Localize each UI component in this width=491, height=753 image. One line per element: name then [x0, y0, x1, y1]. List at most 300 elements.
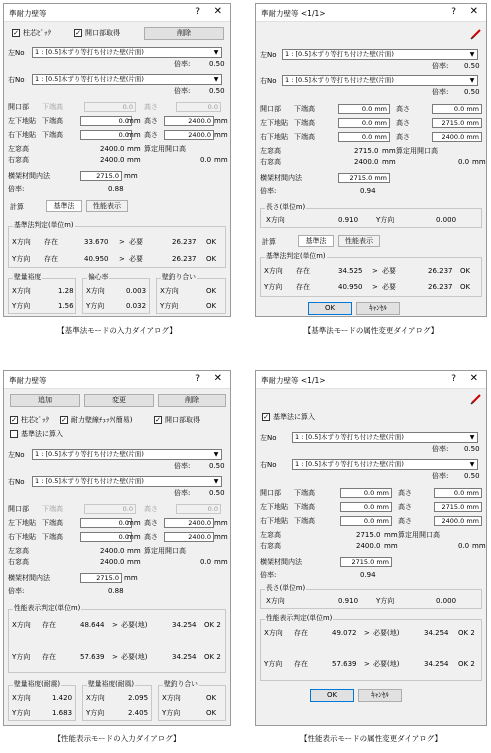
- santei-label: 算定用開口高: [144, 145, 186, 153]
- chevron-down-icon: ▼: [213, 478, 219, 485]
- keisan-label: 計算: [262, 238, 276, 246]
- yudo-group: 壁量裕度: [8, 278, 76, 314]
- tab-seino[interactable]: 性能表示: [338, 235, 380, 247]
- kaiko-label: 開口部: [260, 105, 281, 113]
- right-bairitsu-label: 倍率:: [174, 489, 191, 497]
- seino-group: 性能表示判定(単位m): [260, 619, 482, 681]
- yokonai-input[interactable]: 2715.0: [80, 171, 122, 181]
- row-y-ok: OK 2: [458, 660, 475, 668]
- bairitsu2-value: 0.88: [108, 185, 124, 193]
- kijun-checkbox[interactable]: ✓: [263, 413, 269, 421]
- kaiko-kabeta-label: 下端高: [294, 489, 315, 497]
- row-x-dir: X方向: [12, 621, 31, 629]
- mm-label: mm: [214, 519, 228, 527]
- group-title: 基準法判定(単位m): [14, 221, 74, 229]
- row-x-value: 34.525: [338, 267, 363, 275]
- left-no-label: 左No: [8, 49, 25, 57]
- right-wall-select[interactable]: 1 : [0.5]木ずり等打ち付けた壁(片面) ▼: [292, 459, 478, 470]
- taifu-y-value: 2.405: [128, 709, 149, 717]
- tsuriai-y-value: OK: [206, 709, 217, 717]
- sashita-takasa-input[interactable]: 2715.0 mm: [432, 118, 482, 128]
- row-x-gt: >: [364, 629, 370, 637]
- yudo-x-label: X方向: [12, 287, 31, 295]
- tsuriai-y-label: Y方向: [160, 302, 179, 310]
- left-no-label: 左No: [260, 434, 277, 442]
- yudo-y-value: 1.683: [52, 709, 73, 717]
- row-x-need-value: 34.254: [424, 629, 449, 637]
- right-no-label: 右No: [260, 461, 277, 469]
- ushita-kabeta-input[interactable]: 0.0: [80, 130, 132, 140]
- u-mado-label: 右窓高: [8, 156, 29, 164]
- left-bairitsu-label: 倍率:: [174, 462, 191, 470]
- mm-label: mm: [127, 117, 141, 125]
- row-x-gt: >: [112, 621, 118, 629]
- dialog-seino-attr: [255, 370, 487, 726]
- hashira-label: 柱芯ﾋﾟｯｸ: [23, 29, 51, 37]
- left-bairitsu-label: 倍率:: [432, 445, 449, 453]
- dialog-seino-input: [3, 370, 231, 726]
- row-y-gt: >: [112, 653, 118, 661]
- row-x-gt: >: [372, 267, 378, 275]
- kaiko-kabeta-input[interactable]: 0.0 mm: [340, 488, 392, 498]
- mm-label: mm: [214, 558, 228, 566]
- santei-value: 0.0: [200, 558, 212, 566]
- ushita-takasa-input[interactable]: 2400.0: [164, 130, 214, 140]
- u-mado-value: 2400.0: [354, 158, 379, 166]
- yudo-taishin-group: 壁量裕度(耐震): [8, 685, 76, 721]
- sashita-kabeta-input[interactable]: 0.0 mm: [338, 118, 390, 128]
- yokonai-label: 横架材間内法: [260, 558, 302, 566]
- row-x-hitsuyo: 必要(地): [373, 629, 400, 637]
- chevron-down-icon: ▼: [213, 451, 219, 458]
- ok-button[interactable]: OK: [308, 302, 352, 315]
- row-x-ok: OK 2: [458, 629, 475, 637]
- kaiko-label: 開口部取得: [165, 416, 200, 424]
- tsuriai-y-label: Y方向: [162, 709, 181, 717]
- left-wall-select[interactable]: 1 : [0.5]木ずり等打ち付けた壁(片面) ▼: [282, 49, 478, 60]
- mm-label: mm: [214, 117, 228, 125]
- ok-button[interactable]: OK: [310, 689, 354, 702]
- row-y-value: 57.639: [80, 653, 105, 661]
- left-no-label: 左No: [260, 51, 277, 59]
- row-x-dir: X方向: [264, 267, 283, 275]
- yokonai-label: 横架材間内法: [8, 574, 50, 582]
- ushita-kabeta-label: 下端高: [42, 533, 63, 541]
- yudo-y-label: Y方向: [12, 302, 31, 310]
- row-y-need-value: 26.237: [428, 283, 453, 291]
- tab-kijun[interactable]: 基準法: [46, 200, 82, 212]
- kaiko-takasa-input[interactable]: 0.0 mm: [432, 104, 482, 114]
- kijun-checkbox[interactable]: [10, 430, 18, 438]
- tsuriai-y-value: OK: [206, 302, 217, 310]
- mm-label: mm: [472, 542, 486, 550]
- kaiko-kabeta-label: 下端高: [42, 103, 63, 111]
- ushita-takasa-label: 高さ: [396, 133, 410, 141]
- kijun-label: 基準法に算入: [21, 430, 63, 438]
- row-y-hitsuyo: 必要(地): [373, 660, 400, 668]
- row-x-value: 48.644: [80, 621, 105, 629]
- kaiko-kabeta-label: 下端高: [42, 505, 63, 513]
- delete-button[interactable]: 削除: [158, 394, 226, 407]
- row-y-value: 57.639: [332, 660, 357, 668]
- caption-2: 【基準法モードの属性変更ダイアログ】: [303, 326, 439, 335]
- kaiko-checkbox[interactable]: ✓: [155, 416, 161, 424]
- sashita-takasa-label: 高さ: [144, 117, 158, 125]
- change-button[interactable]: 変更: [84, 394, 154, 407]
- mm-label: mm: [127, 131, 141, 139]
- mm-label: mm: [384, 531, 398, 539]
- title-bar: [4, 4, 230, 22]
- tsuriai-group: 壁釣り合い: [156, 278, 226, 314]
- help-button[interactable]: ?: [451, 374, 456, 384]
- ushita-kabeta-label: 下端高: [294, 517, 315, 525]
- title-bar: [256, 371, 486, 389]
- santei-value: 0.0: [200, 156, 212, 164]
- tsuriai-x-value: OK: [206, 694, 217, 702]
- cancel-button[interactable]: ｷｬﾝｾﾙ: [358, 689, 402, 702]
- yudo-y-value: 1.56: [58, 302, 74, 310]
- row-x-value: 33.670: [84, 238, 109, 246]
- row-y-sonzai: 存在: [294, 660, 308, 668]
- sashita-label: 左下地貼: [260, 119, 288, 127]
- row-y-ok: OK: [460, 283, 471, 291]
- kaiko-kabeta-input[interactable]: 0.0: [84, 504, 136, 514]
- help-button[interactable]: ?: [195, 374, 200, 384]
- nagasa-y-value: 0.000: [436, 597, 457, 605]
- mm-label: mm: [384, 542, 398, 550]
- ushita-takasa-input[interactable]: 2400.0 mm: [432, 132, 482, 142]
- nagasa-y-label: Y方向: [376, 216, 395, 224]
- kijun-group: 基準法判定(単位m): [260, 257, 482, 297]
- left-bairitsu-value: 0.50: [464, 62, 480, 70]
- yudo-x-label: X方向: [12, 694, 31, 702]
- nagasa-x-label: X方向: [266, 216, 285, 224]
- kaiko-kabeta-input[interactable]: 0.0: [84, 102, 136, 112]
- delete-button[interactable]: 削除: [144, 27, 224, 40]
- row-x-sonzai: 存在: [296, 267, 310, 275]
- mm-label: mm: [382, 147, 396, 155]
- ushita-kabeta-input[interactable]: 0.0 mm: [340, 516, 392, 526]
- mm-label: mm: [214, 156, 228, 164]
- u-mado-label: 右窓高: [8, 558, 29, 566]
- row-x-hitsuyo: 必要(地): [121, 621, 148, 629]
- henshin-y-value: 0.032: [126, 302, 147, 310]
- right-wall-select[interactable]: 1 : [0.5]木ずり等打ち付けた壁(片面) ▼: [32, 74, 222, 85]
- sashita-takasa-label: 高さ: [396, 119, 410, 127]
- mm-label: mm: [382, 158, 396, 166]
- kaiko-label: 開口部: [260, 489, 281, 497]
- henshin-group: 偏心率: [82, 278, 150, 314]
- kaiko-takasa-input[interactable]: 0.0: [176, 102, 221, 112]
- sashita-kabeta-input[interactable]: 0.0 mm: [340, 502, 392, 512]
- tsuriai-x-label: X方向: [160, 287, 179, 295]
- dialog-kijun-input: [3, 3, 231, 317]
- sa-mado-value: 2715.0: [354, 147, 379, 155]
- row-y-ok: OK 2: [204, 653, 221, 661]
- kijun-label: 基準法に算入: [273, 413, 315, 421]
- sa-mado-label: 左窓高: [260, 531, 281, 539]
- santei-value: 0.0: [458, 542, 470, 550]
- ushita-takasa-input[interactable]: 2400.0 mm: [434, 516, 482, 526]
- sa-mado-label: 左窓高: [260, 147, 281, 155]
- u-mado-value: 2400.0: [100, 156, 125, 164]
- taiko-checkbox[interactable]: ✓: [61, 416, 67, 424]
- ushita-takasa-label: 高さ: [144, 533, 158, 541]
- add-button[interactable]: 追加: [10, 394, 80, 407]
- right-bairitsu-value: 0.50: [464, 88, 480, 96]
- sashita-kabeta-input[interactable]: 0.0: [80, 518, 132, 528]
- nagasa-x-value: 0.910: [338, 597, 359, 605]
- left-no-label: 左No: [8, 451, 25, 459]
- yudo-taifu-group: 壁量裕度(耐風): [82, 685, 152, 721]
- kaiko-row-label: 開口部: [8, 505, 29, 513]
- taifu-x-label: X方向: [86, 694, 105, 702]
- taiko-label: 耐力壁線ﾁｪｯｸ(簡易): [71, 416, 133, 424]
- nagasa-group: 長さ(単位m): [260, 208, 482, 228]
- row-x-ok: OK: [460, 267, 471, 275]
- close-button[interactable]: ✕: [213, 6, 222, 17]
- help-button[interactable]: ?: [195, 7, 200, 17]
- yokonai-label: 横架材間内法: [8, 172, 50, 180]
- nagasa-y-value: 0.000: [436, 216, 457, 224]
- dialog-kijun-attr: [255, 3, 487, 317]
- sashita-takasa-input[interactable]: 2400.0: [164, 518, 214, 528]
- santei-label: 算定用開口高: [396, 147, 438, 155]
- mm-label: mm: [127, 156, 141, 164]
- row-y-sonzai: 存在: [296, 283, 310, 291]
- row-y-ok: OK: [206, 255, 217, 263]
- tsuriai-x-label: X方向: [162, 694, 181, 702]
- bairitsu2-label: 倍率:: [8, 185, 25, 193]
- row-y-gt: >: [119, 255, 125, 263]
- close-button[interactable]: ✕: [213, 373, 222, 384]
- right-no-label: 右No: [8, 76, 25, 84]
- mm-label: mm: [127, 547, 141, 555]
- right-bairitsu-label: 倍率:: [432, 472, 449, 480]
- row-y-sonzai: 存在: [42, 653, 56, 661]
- row-x-dir: X方向: [12, 238, 31, 246]
- title-bar: [256, 4, 486, 22]
- kaiko-kabeta-label: 下端高: [294, 105, 315, 113]
- close-button[interactable]: ✕: [469, 373, 478, 384]
- taifu-x-value: 2.095: [128, 694, 149, 702]
- sashita-label: 左下地貼: [260, 503, 288, 511]
- pencil-icon[interactable]: [470, 28, 482, 40]
- right-bairitsu-value: 0.50: [209, 489, 225, 497]
- ushita-kabeta-label: 下端高: [294, 133, 315, 141]
- ushita-kabeta-label: 下端高: [42, 131, 63, 139]
- henshin-x-value: 0.003: [126, 287, 147, 295]
- henshin-x-label: X方向: [86, 287, 105, 295]
- u-mado-value: 2400.0: [356, 542, 381, 550]
- bairitsu2-value: 0.94: [360, 187, 376, 195]
- row-y-hitsuyo: 必要: [382, 283, 396, 291]
- henshin-y-label: Y方向: [86, 302, 105, 310]
- mm-label: mm: [214, 533, 228, 541]
- santei-label: 算定用開口高: [144, 547, 186, 555]
- chevron-down-icon: ▼: [469, 51, 475, 58]
- nagasa-x-value: 0.910: [338, 216, 359, 224]
- bairitsu2-label: 倍率:: [260, 187, 277, 195]
- cancel-button[interactable]: ｷｬﾝｾﾙ: [356, 302, 400, 315]
- right-wall-select[interactable]: 1 : [0.5]木ずり等打ち付けた壁(片面) ▼: [32, 476, 222, 487]
- sashita-takasa-input[interactable]: 2715.0 mm: [434, 502, 482, 512]
- ushita-kabeta-input[interactable]: 0.0 mm: [338, 132, 390, 142]
- ushita-label: 右下地貼: [8, 131, 36, 139]
- kaiko-kabeta-input[interactable]: 0.0 mm: [338, 104, 390, 114]
- bairitsu2-value: 0.88: [108, 587, 124, 595]
- u-mado-value: 2400.0: [100, 558, 125, 566]
- ushita-label: 右下地貼: [260, 517, 288, 525]
- row-x-ok: OK: [206, 238, 217, 246]
- bairitsu2-label: 倍率:: [8, 587, 25, 595]
- mm-label: mm: [124, 574, 138, 582]
- row-y-need-value: 34.254: [424, 660, 449, 668]
- kaiko-takasa-label: 高さ: [144, 505, 158, 513]
- sashita-kabeta-label: 下端高: [294, 119, 315, 127]
- seino-group: 性能表示判定(単位m): [8, 609, 226, 673]
- right-bairitsu-label: 倍率:: [432, 88, 449, 96]
- row-x-sonzai: 存在: [294, 629, 308, 637]
- close-button[interactable]: ✕: [469, 6, 478, 17]
- left-wall-select[interactable]: 1 : [0.5]木ずり等打ち付けた壁(片面) ▼: [32, 47, 222, 58]
- row-y-dir: Y方向: [12, 653, 31, 661]
- help-button[interactable]: ?: [451, 7, 456, 17]
- right-bairitsu-value: 0.50: [209, 87, 225, 95]
- row-y-need-value: 34.254: [172, 653, 197, 661]
- sa-mado-label: 左窓高: [8, 145, 29, 153]
- ushita-label: 右下地貼: [260, 133, 288, 141]
- tab-seino[interactable]: 性能表示: [86, 200, 128, 212]
- ushita-label: 右下地貼: [8, 533, 36, 541]
- row-x-dir: X方向: [264, 629, 283, 637]
- dialog-title: 準耐力壁等: [9, 376, 47, 385]
- bairitsu2-value: 0.94: [360, 571, 376, 579]
- sashita-kabeta-input[interactable]: 0.0: [80, 116, 132, 126]
- dialog-title: 準耐力壁等: [9, 9, 47, 18]
- caption-4: 【性能表示モードの属性変更ダイアログ】: [299, 734, 443, 743]
- row-x-sonzai: 存在: [44, 238, 58, 246]
- sa-mado-label: 左窓高: [8, 547, 29, 555]
- right-bairitsu-label: 倍率:: [174, 87, 191, 95]
- row-x-gt: >: [119, 238, 125, 246]
- kaiko-label: 開口部: [8, 103, 29, 111]
- nagasa-y-label: Y方向: [376, 597, 395, 605]
- sa-mado-value: 2715.0: [356, 531, 381, 539]
- sashita-takasa-input[interactable]: 2400.0: [164, 116, 214, 126]
- chevron-down-icon: ▼: [213, 76, 219, 83]
- ushita-kabeta-input[interactable]: 0.0: [80, 532, 132, 542]
- row-x-need-value: 34.254: [172, 621, 197, 629]
- mm-label: mm: [214, 131, 228, 139]
- right-wall-select[interactable]: 1 : [0.5]木ずり等打ち付けた壁(片面) ▼: [282, 75, 478, 86]
- nagasa-x-label: X方向: [266, 597, 285, 605]
- row-y-dir: Y方向: [12, 255, 31, 263]
- row-y-dir: Y方向: [264, 283, 283, 291]
- tsuriai-group: 壁釣り合い: [158, 685, 226, 721]
- row-y-value: 40.950: [84, 255, 109, 263]
- chevron-down-icon: ▼: [469, 77, 475, 84]
- row-y-gt: >: [372, 283, 378, 291]
- mm-label: mm: [127, 558, 141, 566]
- right-no-label: 右No: [8, 478, 25, 486]
- yokonai-input[interactable]: 2715.0 mm: [340, 557, 392, 567]
- yudo-y-label: Y方向: [12, 709, 31, 717]
- santei-value: 0.0: [458, 158, 470, 166]
- santei-label: 算定用開口高: [398, 531, 440, 539]
- right-no-label: 右No: [260, 77, 277, 85]
- yudo-x-value: 1.420: [52, 694, 73, 702]
- tab-kijun[interactable]: 基準法: [298, 235, 334, 247]
- ushita-takasa-input[interactable]: 2400.0: [164, 532, 214, 542]
- row-x-need-value: 26.237: [172, 238, 197, 246]
- row-y-gt: >: [364, 660, 370, 668]
- row-y-value: 40.950: [338, 283, 363, 291]
- sashita-label: 左下地貼: [8, 519, 36, 527]
- u-mado-label: 右窓高: [260, 158, 281, 166]
- nagasa-group: 長さ(単位m): [260, 589, 482, 609]
- caption-3: 【性能表示モードの入力ダイアログ】: [53, 734, 181, 743]
- kaiko-checkbox[interactable]: ✓: [75, 29, 81, 37]
- left-bairitsu-label: 倍率:: [174, 60, 191, 68]
- caption-1: 【基準法モードの入力ダイアログ】: [57, 326, 177, 335]
- chevron-down-icon: ▼: [469, 461, 475, 468]
- left-bairitsu-value: 0.50: [209, 462, 225, 470]
- yokonai-label: 横架材間内法: [260, 174, 302, 182]
- yokonai-input[interactable]: 2715.0 mm: [338, 173, 390, 183]
- mm-label: mm: [127, 145, 141, 153]
- kaiko-takasa-label: 高さ: [396, 105, 410, 113]
- sashita-label: 左下地貼: [8, 117, 36, 125]
- left-wall-select[interactable]: 1 : [0.5]木ずり等打ち付けた壁(片面) ▼: [32, 449, 222, 460]
- sashita-kabeta-label: 下端高: [294, 503, 315, 511]
- row-y-need-value: 26.237: [172, 255, 197, 263]
- row-x-hitsuyo: 必要: [129, 238, 143, 246]
- yudo-x-value: 1.28: [58, 287, 74, 295]
- left-wall-select[interactable]: 1 : [0.5]木ずり等打ち付けた壁(片面) ▼: [292, 432, 478, 443]
- right-bairitsu-value: 0.50: [464, 472, 480, 480]
- u-mado-label: 右窓高: [260, 542, 281, 550]
- sashita-kabeta-label: 下端高: [42, 519, 63, 527]
- row-x-hitsuyo: 必要: [382, 267, 396, 275]
- ushita-takasa-label: 高さ: [144, 131, 158, 139]
- left-bairitsu-value: 0.50: [209, 60, 225, 68]
- sashita-takasa-label: 高さ: [398, 503, 412, 511]
- taifu-y-label: Y方向: [86, 709, 105, 717]
- sashita-takasa-label: 高さ: [144, 519, 158, 527]
- hashira-checkbox[interactable]: ✓: [13, 29, 19, 37]
- pencil-icon[interactable]: [470, 393, 482, 405]
- row-x-value: 49.072: [332, 629, 357, 637]
- row-y-sonzai: 存在: [44, 255, 58, 263]
- hashira-label: 柱芯ﾋﾟｯｸ: [21, 416, 49, 424]
- left-bairitsu-value: 0.50: [464, 445, 480, 453]
- sa-mado-value: 2400.0: [100, 145, 125, 153]
- hashira-checkbox[interactable]: ✓: [11, 416, 17, 424]
- kaiko-takasa-input[interactable]: 0.0: [176, 504, 221, 514]
- sashita-kabeta-label: 下端高: [42, 117, 63, 125]
- row-x-need-value: 26.237: [428, 267, 453, 275]
- kaiko-takasa-label: 高さ: [398, 489, 412, 497]
- dialog-title: 準耐力壁等 <1/1>: [261, 376, 326, 385]
- yokonai-input[interactable]: 2715.0: [80, 573, 122, 583]
- bairitsu2-label: 倍率:: [260, 571, 277, 579]
- ushita-takasa-label: 高さ: [398, 517, 412, 525]
- kaiko-takasa-input[interactable]: 0.0 mm: [434, 488, 482, 498]
- tsuriai-x-value: OK: [206, 287, 217, 295]
- row-y-dir: Y方向: [264, 660, 283, 668]
- kaiko-takasa-label: 高さ: [144, 103, 158, 111]
